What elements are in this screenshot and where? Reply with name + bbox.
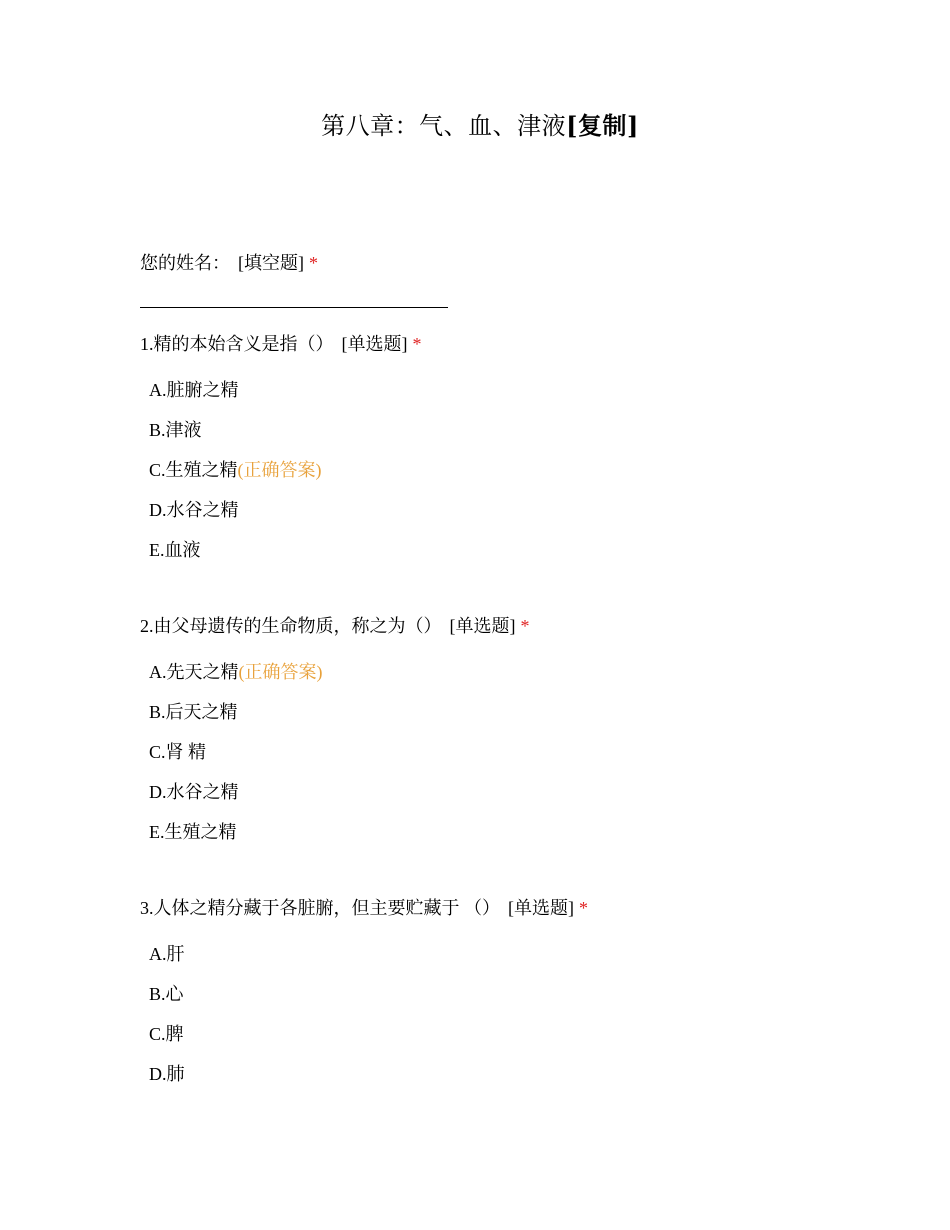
option-label: B.津液	[149, 420, 202, 440]
q3-option-b[interactable]	[149, 981, 184, 1007]
page-title	[0, 109, 950, 143]
q3-option-c[interactable]	[149, 1021, 184, 1047]
question-type: [单选题]	[341, 334, 408, 354]
name-question-label: 您的姓名：	[140, 253, 230, 273]
q3-option-d[interactable]	[149, 1061, 185, 1087]
option-label: D.水谷之精	[149, 500, 239, 520]
question-text: 3.人体之精分藏于各脏腑，但主要贮藏于 （）	[140, 898, 500, 918]
required-mark: *	[309, 253, 318, 273]
q1-option-d[interactable]	[149, 497, 239, 523]
option-label: D.肺	[149, 1064, 185, 1084]
option-label: E.血液	[149, 540, 201, 560]
required-mark: *	[412, 334, 422, 354]
option-label: C.肾 精	[149, 742, 207, 762]
option-label: C.脾	[149, 1024, 184, 1044]
q2-option-e[interactable]	[149, 819, 237, 845]
option-label: B.心	[149, 984, 184, 1004]
question-text: 2.由父母遗传的生命物质，称之为（）	[140, 616, 442, 636]
correct-answer-note: (正确答案)	[237, 460, 322, 480]
q3-option-a[interactable]	[149, 941, 185, 967]
q1-option-b[interactable]	[149, 417, 202, 443]
q2-option-d[interactable]	[149, 779, 239, 805]
option-label: C.生殖之精	[149, 460, 238, 480]
q2-option-c[interactable]	[149, 739, 206, 765]
q1-option-c[interactable]	[149, 457, 322, 483]
question-1	[140, 331, 422, 357]
option-label: A.肝	[149, 944, 185, 964]
page-title-text: 第八章：气、血、津液	[321, 112, 567, 140]
correct-answer-note: (正确答案)	[238, 662, 323, 682]
option-label: A.先天之精	[149, 662, 239, 682]
question-type: [单选题]	[508, 898, 574, 918]
question-type: [单选题]	[449, 616, 516, 636]
name-question	[140, 250, 318, 276]
option-label: A.脏腑之精	[149, 380, 239, 400]
q1-option-a[interactable]	[149, 377, 239, 403]
q2-option-b[interactable]	[149, 699, 238, 725]
option-label: E.生殖之精	[149, 822, 237, 842]
page-title-suffix: [复制]	[566, 111, 639, 140]
name-answer-blank[interactable]	[140, 307, 448, 308]
required-mark: *	[520, 616, 530, 636]
q1-option-e[interactable]	[149, 537, 201, 563]
required-mark: *	[579, 898, 588, 918]
question-3	[140, 895, 588, 921]
question-type: [填空题]	[238, 253, 304, 273]
option-label: D.水谷之精	[149, 782, 239, 802]
question-2	[140, 613, 530, 639]
q2-option-a[interactable]	[149, 659, 323, 685]
question-text: 1.精的本始含义是指（）	[140, 334, 334, 354]
option-label: B.后天之精	[149, 702, 238, 722]
